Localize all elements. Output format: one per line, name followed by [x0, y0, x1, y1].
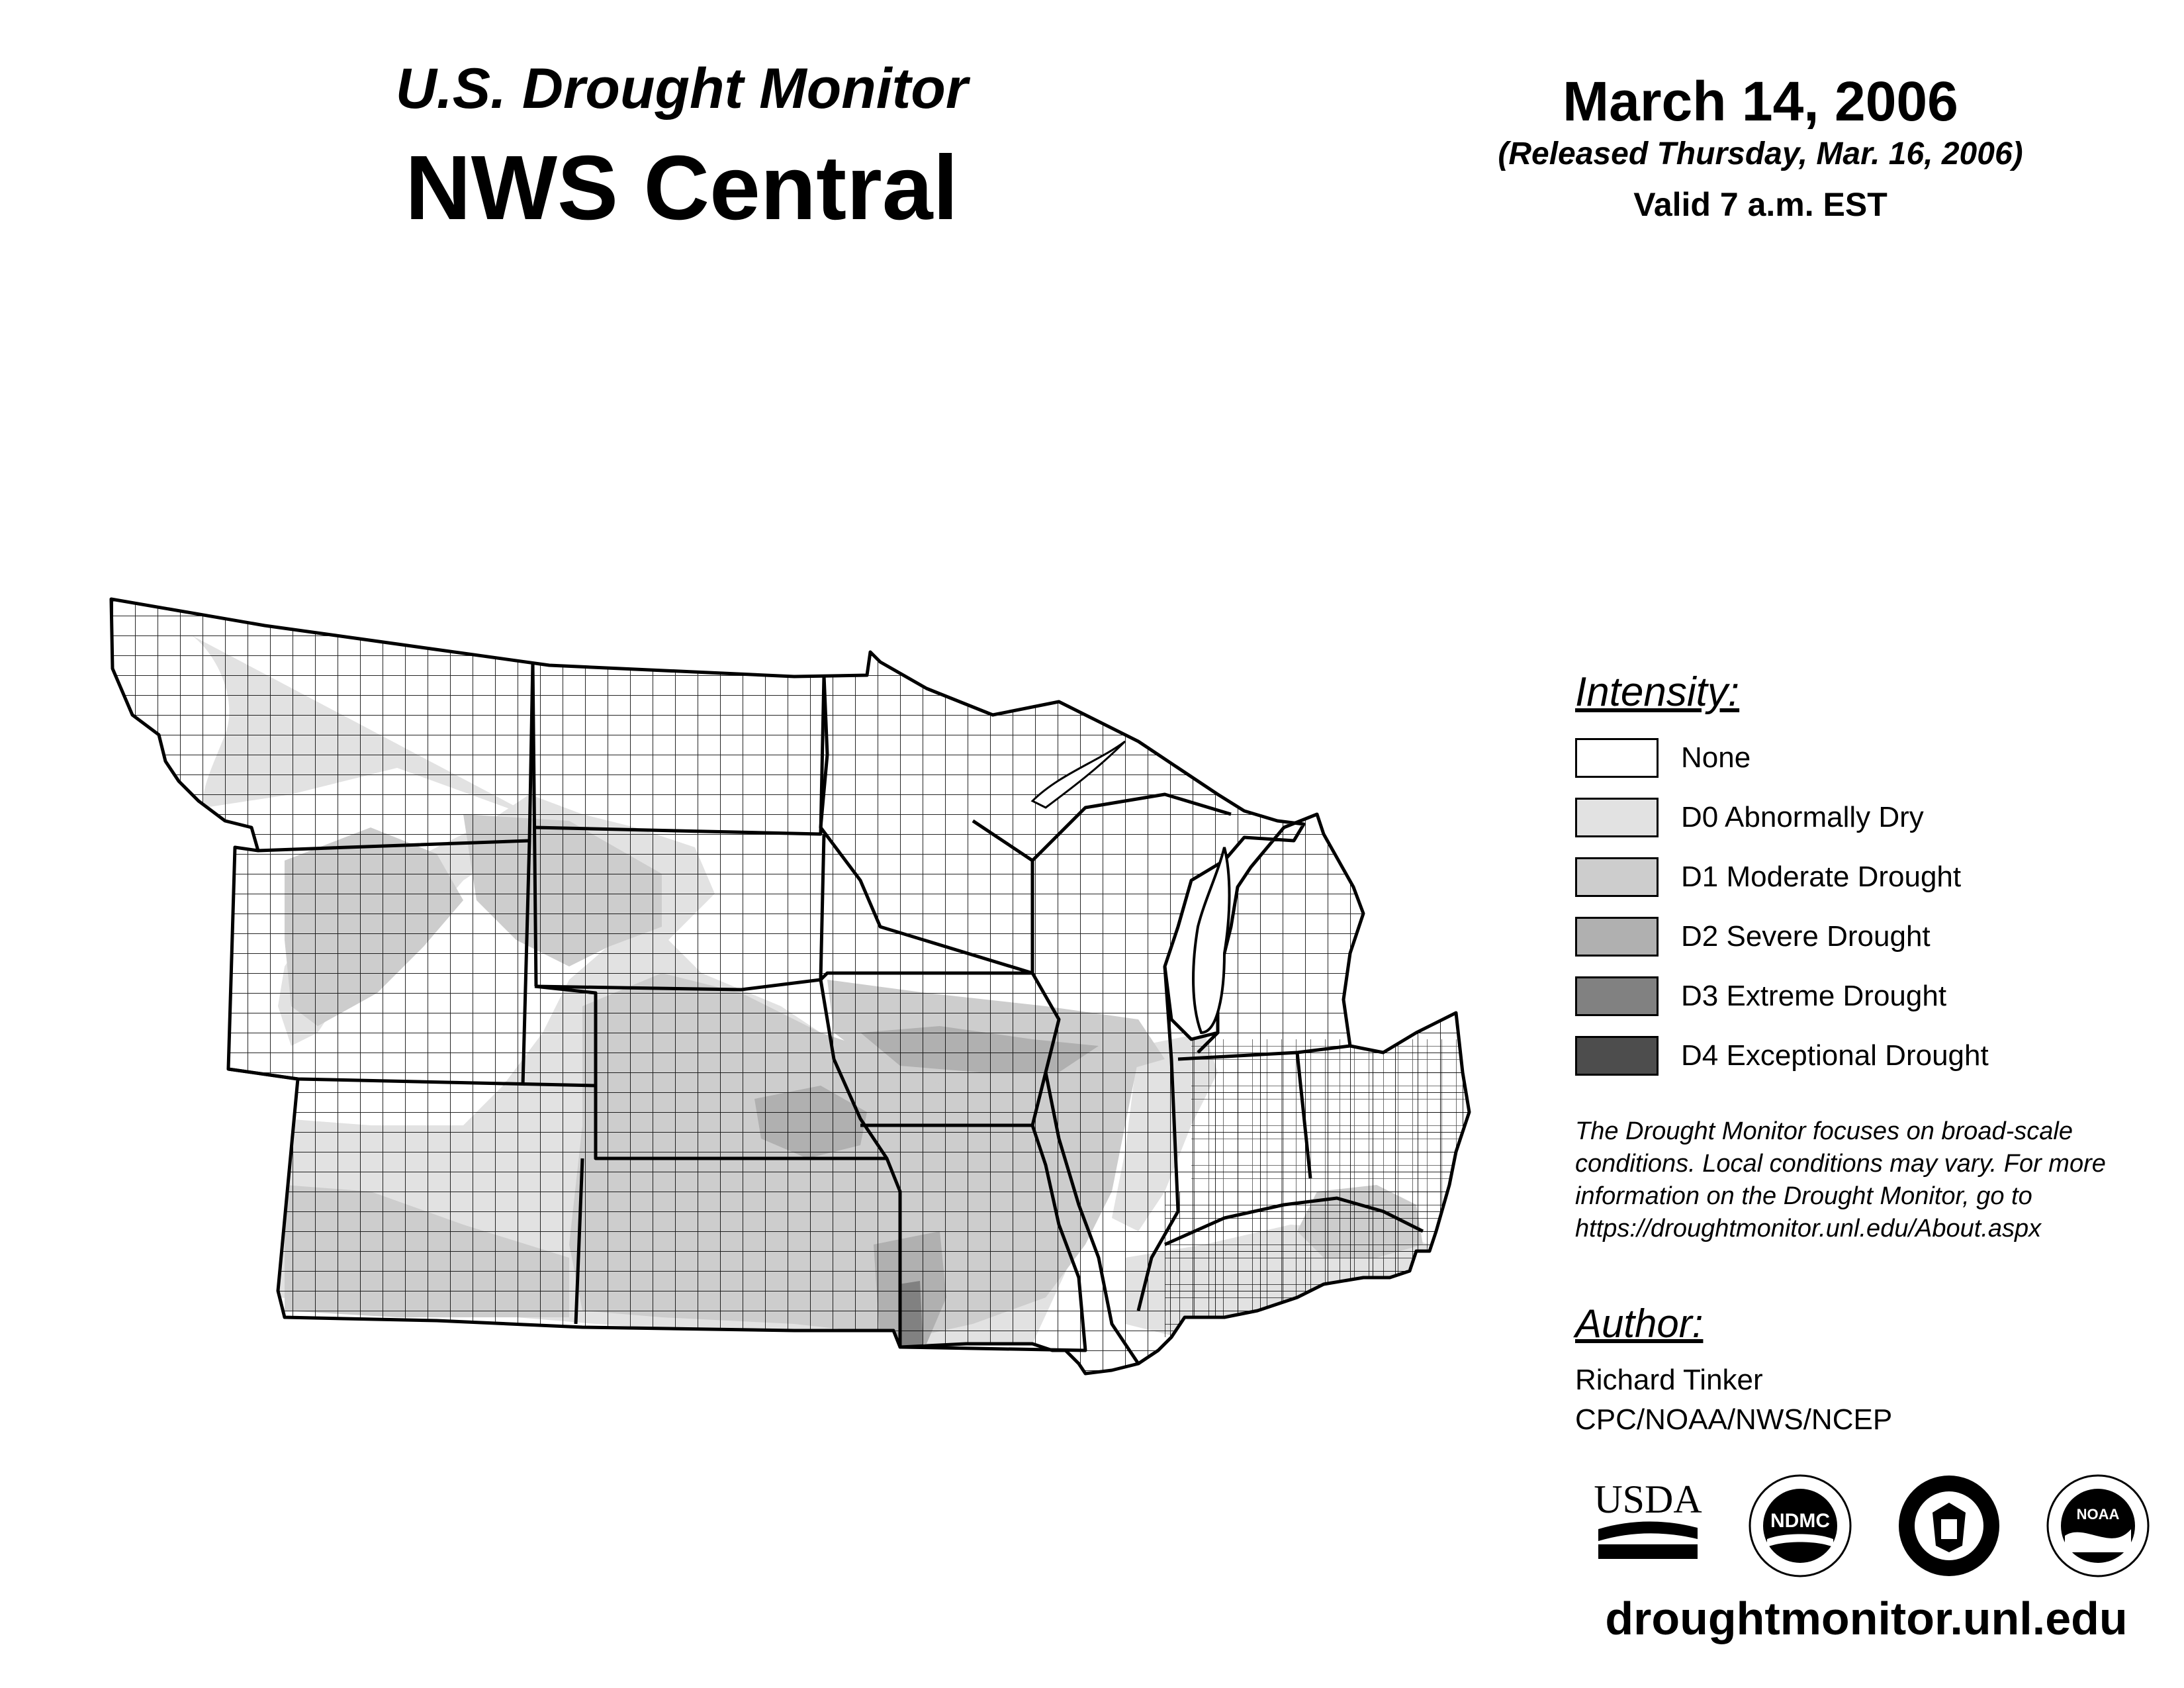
note-line: information on the Drought Monitor, go to — [1575, 1182, 2032, 1210]
drought-map — [99, 589, 1489, 1417]
ndmc-logo — [1747, 1473, 1853, 1579]
legend-swatch — [1575, 976, 1659, 1016]
release-date: (Released Thursday, Mar. 16, 2006) — [1498, 136, 2023, 171]
legend-label: D3 Extreme Drought — [1681, 980, 1947, 1012]
map-subtitle: U.S. Drought Monitor — [395, 57, 968, 120]
legend-swatch — [1575, 798, 1659, 837]
map-date: March 14, 2006 — [1563, 70, 1958, 132]
info-note — [1575, 1115, 2171, 1245]
note-line: conditions. Local conditions may vary. For more — [1575, 1150, 2106, 1178]
legend-swatch — [1575, 738, 1659, 778]
legend-label: D2 Severe Drought — [1681, 920, 1931, 953]
legend-item — [1575, 973, 1946, 1019]
legend-title: Intensity: — [1575, 669, 1740, 715]
valid-time: Valid 7 a.m. EST — [1633, 186, 1888, 223]
legend-swatch — [1575, 1036, 1659, 1076]
ndmc-logo-text: NDMC — [1770, 1510, 1830, 1532]
legend-label: None — [1681, 741, 1751, 774]
noaa-logo-text: NOAA — [2076, 1506, 2120, 1523]
note-line: https://droughtmonitor.unl.edu/About.aspx — [1575, 1215, 2042, 1243]
author-org: CPC/NOAA/NWS/NCEP — [1575, 1403, 1893, 1436]
legend-label: D0 Abnormally Dry — [1681, 801, 1924, 833]
legend-label: D4 Exceptional Drought — [1681, 1039, 1989, 1072]
legend-item — [1575, 1033, 1989, 1079]
author-name: Richard Tinker — [1575, 1364, 1763, 1396]
footer-url[interactable]: droughtmonitor.unl.edu — [1605, 1593, 2128, 1644]
legend-swatch — [1575, 917, 1659, 957]
legend-label: D1 Moderate Drought — [1681, 861, 1962, 893]
legend-item — [1575, 914, 1931, 960]
legend-item — [1575, 735, 1751, 781]
usda-logo-text: USDA — [1594, 1477, 1702, 1521]
note-line: The Drought Monitor focuses on broad-scale — [1575, 1117, 2073, 1145]
legend-item — [1575, 854, 1961, 900]
legend-swatch — [1575, 857, 1659, 897]
commerce-seal — [1896, 1473, 2002, 1579]
map-title: NWS Central — [405, 137, 958, 239]
noaa-logo — [2045, 1473, 2151, 1579]
legend-item — [1575, 794, 1924, 841]
usda-logo — [1592, 1476, 1704, 1562]
author-heading: Author: — [1575, 1301, 1704, 1346]
